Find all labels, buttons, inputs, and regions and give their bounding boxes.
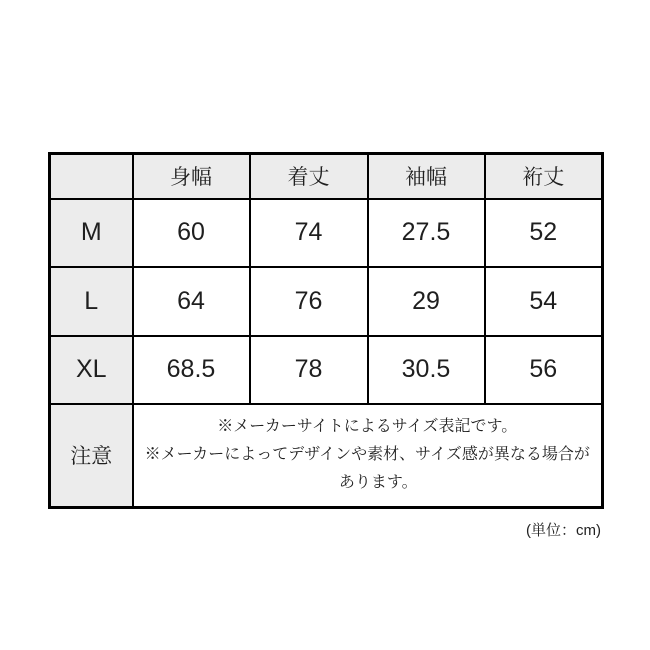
size-value-cell: 52 [485,199,603,267]
size-value-cell: 76 [250,267,368,336]
table-row-size-m [50,199,603,267]
header-row [50,154,603,199]
notice-line: あります。 [338,474,418,492]
row-label-m: M [50,199,133,267]
size-value-cell: 64 [133,267,250,336]
column-header-body-width: 身幅 [133,154,250,199]
column-header-sleeve-width: 袖幅 [368,154,485,199]
size-value-cell: 27.5 [368,199,485,267]
size-value-cell: 29 [368,267,485,336]
size-value-cell: 60 [133,199,250,267]
unit-note: (単位：cm) [526,522,601,539]
column-header-length: 着丈 [250,154,368,199]
column-header-sleeve-length: 裄丈 [485,154,603,199]
size-chart-table [48,152,604,509]
notice-text-cell [133,404,603,508]
table-row-size-l [50,267,603,336]
notice-line: ※メーカーサイトによるサイズ表記です。 [217,418,518,436]
size-value-cell: 54 [485,267,603,336]
row-label-l: L [50,267,133,336]
size-value-cell: 78 [250,336,368,404]
table-row-notice [50,404,603,508]
size-value-cell: 56 [485,336,603,404]
table-row-size-xl [50,336,603,404]
header-cell-corner [50,154,133,199]
notice-line: ※メーカーによってデザインや素材、サイズ感が異なる場合が [144,446,590,464]
row-label-notice: 注意 [50,404,133,508]
size-value-cell: 68.5 [133,336,250,404]
row-label-xl: XL [50,336,133,404]
size-value-cell: 30.5 [368,336,485,404]
size-value-cell: 74 [250,199,368,267]
